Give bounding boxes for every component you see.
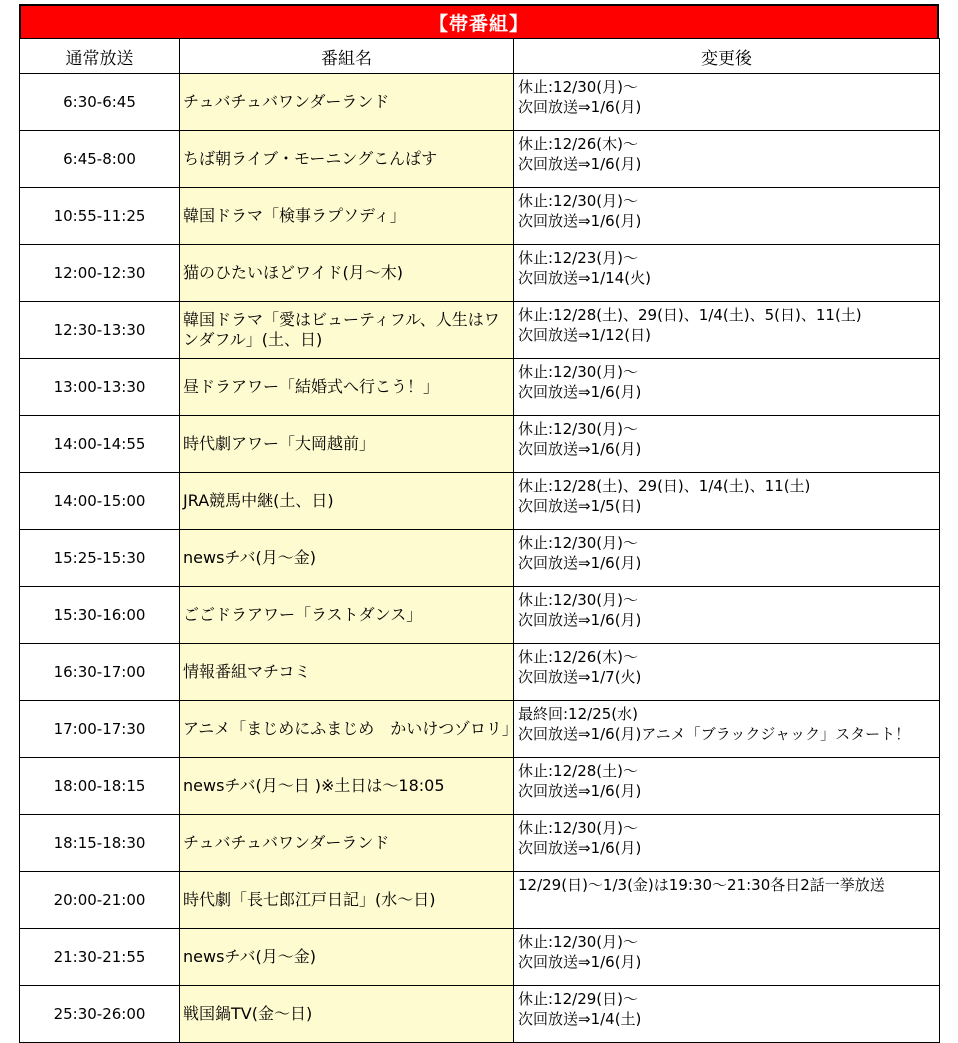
change-info	[514, 587, 940, 644]
program-name: 韓国ドラマ「検事ラプソディ」	[180, 188, 514, 245]
change-line: 次回放送⇒1/6(月)	[518, 554, 642, 572]
program-name: 時代劇アワー「大岡越前」	[180, 416, 514, 473]
change-line: 休止:12/28(土)～	[518, 762, 638, 780]
change-line: 次回放送⇒1/14(火)	[518, 269, 651, 287]
program-name: ごごドラアワー「ラストダンス」	[180, 587, 514, 644]
change-line: 休止:12/26(木)～	[518, 135, 638, 153]
banner-title: 【帯番組】	[19, 4, 939, 38]
table-row	[20, 74, 940, 131]
program-name: ちば朝ライブ・モーニングこんぱす	[180, 131, 514, 188]
table-row	[20, 815, 940, 872]
change-line: 休止:12/28(土)、29(日)、1/4(土)、5(日)、11(土)	[518, 306, 862, 324]
change-info	[514, 986, 940, 1043]
broadcast-time: 13:00-13:30	[20, 359, 180, 416]
table-row	[20, 245, 940, 302]
program-name: 情報番組マチコミ	[180, 644, 514, 701]
change-line: 次回放送⇒1/5(日)	[518, 497, 642, 515]
program-name: 韓国ドラマ「愛はビューティフル、人生はワンダフル」(土、日)	[180, 302, 514, 359]
change-line: 次回放送⇒1/6(月)	[518, 383, 642, 401]
change-line: 次回放送⇒1/6(月)	[518, 782, 642, 800]
program-name: newsチバ(月～金)	[180, 929, 514, 986]
program-name: 時代劇「長七郎江戸日記」(水～日)	[180, 872, 514, 929]
program-name: チュバチュバワンダーランド	[180, 815, 514, 872]
broadcast-time: 6:30-6:45	[20, 74, 180, 131]
broadcast-time: 18:15-18:30	[20, 815, 180, 872]
table-row	[20, 473, 940, 530]
change-info	[514, 758, 940, 815]
change-line: 次回放送⇒1/12(日)	[518, 326, 651, 344]
table-row	[20, 587, 940, 644]
change-line: 休止:12/23(月)～	[518, 249, 638, 267]
program-name: 昼ドラアワー「結婚式へ行こう！」	[180, 359, 514, 416]
broadcast-time: 25:30-26:00	[20, 986, 180, 1043]
header-change: 変更後	[514, 39, 940, 74]
table-row	[20, 872, 940, 929]
broadcast-time: 15:30-16:00	[20, 587, 180, 644]
broadcast-time: 12:00-12:30	[20, 245, 180, 302]
change-line: 次回放送⇒1/6(月)	[518, 98, 642, 116]
change-line: 休止:12/30(月)～	[518, 819, 638, 837]
change-line: 12/29(日)～1/3(金)は19:30～21:30各日2話一挙放送	[518, 876, 885, 894]
table-row	[20, 929, 940, 986]
change-info	[514, 416, 940, 473]
change-info	[514, 188, 940, 245]
broadcast-time: 15:25-15:30	[20, 530, 180, 587]
table-row	[20, 416, 940, 473]
table-row	[20, 644, 940, 701]
program-name: 戦国鍋TV(金～日)	[180, 986, 514, 1043]
change-info	[514, 644, 940, 701]
change-line: 次回放送⇒1/6(月)	[518, 839, 642, 857]
program-name: チュバチュバワンダーランド	[180, 74, 514, 131]
broadcast-time: 12:30-13:30	[20, 302, 180, 359]
broadcast-time: 21:30-21:55	[20, 929, 180, 986]
table-row	[20, 188, 940, 245]
change-line: 休止:12/26(木)～	[518, 648, 638, 666]
program-name: newsチバ(月～日 )※土日は～18:05	[180, 758, 514, 815]
broadcast-time: 16:30-17:00	[20, 644, 180, 701]
table-row	[20, 701, 940, 758]
program-name: JRA競馬中継(土、日)	[180, 473, 514, 530]
broadcast-time: 14:00-15:00	[20, 473, 180, 530]
change-info	[514, 530, 940, 587]
change-line: 休止:12/30(月)～	[518, 933, 638, 951]
header-row	[20, 39, 940, 74]
program-name: 猫のひたいほどワイド(月～木)	[180, 245, 514, 302]
broadcast-time: 17:00-17:30	[20, 701, 180, 758]
broadcast-time: 20:00-21:00	[20, 872, 180, 929]
change-info	[514, 74, 940, 131]
change-line: 休止:12/30(月)～	[518, 591, 638, 609]
change-info	[514, 473, 940, 530]
change-line: 休止:12/30(月)～	[518, 78, 638, 96]
change-info	[514, 929, 940, 986]
change-line: 次回放送⇒1/4(土)	[518, 1010, 642, 1028]
broadcast-time: 18:00-18:15	[20, 758, 180, 815]
schedule-container	[19, 4, 939, 1043]
program-name: newsチバ(月～金)	[180, 530, 514, 587]
table-row	[20, 758, 940, 815]
change-info	[514, 701, 940, 758]
table-row	[20, 359, 940, 416]
change-line: 次回放送⇒1/6(月)	[518, 440, 642, 458]
schedule-table	[19, 38, 940, 1043]
change-line: 最終回:12/25(水)	[518, 705, 638, 723]
broadcast-time: 10:55-11:25	[20, 188, 180, 245]
table-row	[20, 131, 940, 188]
change-line: 休止:12/30(月)～	[518, 534, 638, 552]
change-line: 次回放送⇒1/6(月)	[518, 155, 642, 173]
table-row	[20, 302, 940, 359]
change-line: 次回放送⇒1/6(月)	[518, 212, 642, 230]
change-line: 次回放送⇒1/6(月)	[518, 611, 642, 629]
program-name: アニメ「まじめにふまじめ かいけつゾロリ」	[180, 701, 514, 758]
change-info	[514, 302, 940, 359]
change-info	[514, 131, 940, 188]
header-program: 番組名	[180, 39, 514, 74]
change-line: 休止:12/30(月)～	[518, 363, 638, 381]
change-info	[514, 815, 940, 872]
change-line: 休止:12/30(月)～	[518, 192, 638, 210]
broadcast-time: 6:45-8:00	[20, 131, 180, 188]
table-row	[20, 530, 940, 587]
broadcast-time: 14:00-14:55	[20, 416, 180, 473]
change-line: 次回放送⇒1/6(月)	[518, 953, 642, 971]
change-line: 休止:12/29(日)～	[518, 990, 638, 1008]
change-info	[514, 872, 940, 929]
change-info	[514, 245, 940, 302]
change-line: 次回放送⇒1/6(月)アニメ「ブラックジャック」スタート！	[518, 725, 911, 743]
change-info	[514, 359, 940, 416]
change-line: 休止:12/28(土)、29(日)、1/4(土)、11(土)	[518, 477, 811, 495]
table-row	[20, 986, 940, 1043]
change-line: 休止:12/30(月)～	[518, 420, 638, 438]
header-time: 通常放送	[20, 39, 180, 74]
change-line: 次回放送⇒1/7(火)	[518, 668, 642, 686]
